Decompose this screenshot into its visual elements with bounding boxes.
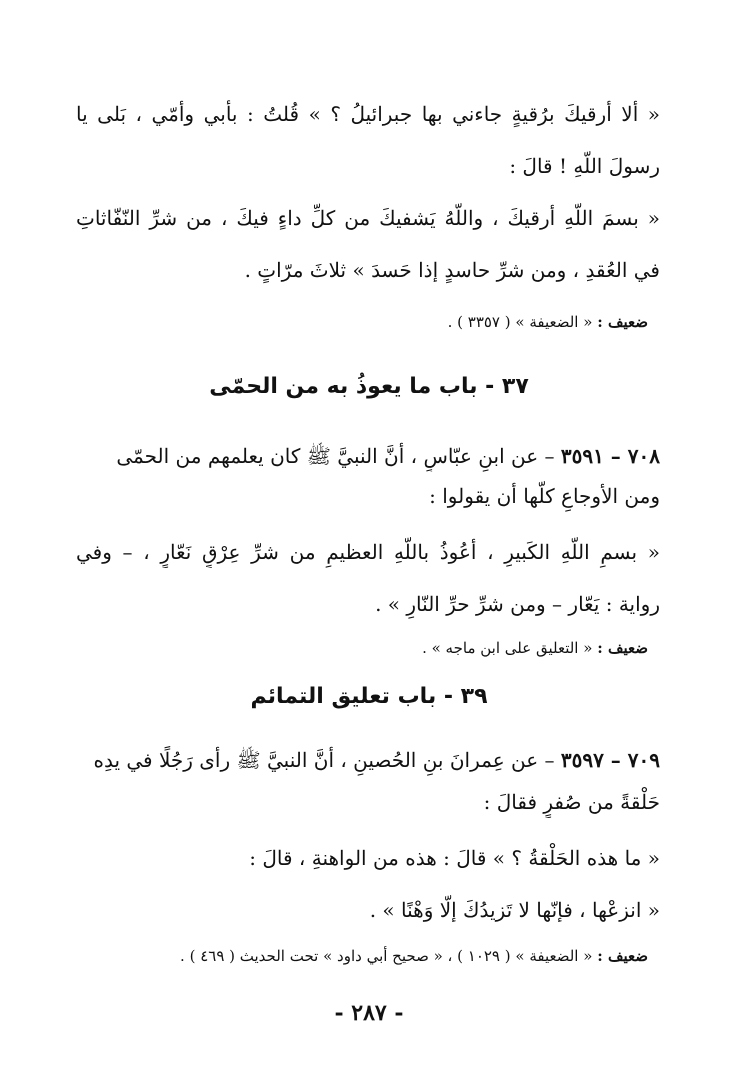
grading-label: ضعيف : bbox=[597, 639, 648, 657]
text-line: « بسمَ اللّهِ أرقيكَ ، واللّهُ يَشفيكَ من كلِّ داءٍ فيكَ ، من شرِّ النّفّاثاتِ bbox=[76, 206, 660, 230]
grading-label: ضعيف : bbox=[597, 947, 648, 965]
text-line: ومن الأوجاعِ كلّها أن يقولوا : bbox=[429, 484, 660, 508]
text-line: « بسمِ اللّهِ الكَبيرِ ، أعُوذُ باللّهِ العظيمِ من شرِّ عِرْقٍ نَعّارٍ ، – وفي bbox=[76, 540, 660, 564]
grading-source: « الضعيفة » ( ١٠٢٩ ) ، « صحيح أبي داود » تحت الحديث ( ٤٦٩ ) . bbox=[180, 947, 593, 965]
text-line: « ألا أرقيكَ برُقيةٍ جاءني بها جبرائيلُ ؟ » قُلتُ : بأبي وأمّي ، بَلى يا bbox=[76, 102, 660, 126]
grading-label: ضعيف : bbox=[597, 313, 648, 331]
hadith-text: – عن ابنِ عبّاسٍ ، أنَّ النبيَّ ﷺ كان يعلمهم من الحمّى bbox=[116, 444, 555, 468]
grading-source: « التعليق على ابن ماجه » . bbox=[422, 639, 593, 657]
chapter-heading: ٣٩ - باب تعليق التمائم bbox=[250, 684, 488, 709]
grading-note bbox=[76, 632, 648, 664]
hadith-line bbox=[76, 440, 660, 472]
hadith-text: – عن عِمرانَ بنِ الحُصينِ ، أنَّ النبيَّ ﷺ رأى رَجُلًا في يدِه bbox=[93, 748, 555, 772]
text-line: في العُقدِ ، ومن شرِّ حاسدٍ إذا حَسدَ » ثلاثَ مرّاتٍ . bbox=[244, 258, 660, 282]
hadith-number: ٧٠٩ – ٣٥٩٧ bbox=[560, 748, 660, 772]
text-line: رواية : يَعّار – ومن شرِّ حرِّ النّارِ » . bbox=[375, 592, 660, 616]
grading-note bbox=[76, 940, 648, 972]
grading-note bbox=[76, 306, 648, 338]
text-line: « انزعْها ، فإنّها لا تَزيدُكَ إلّا وَهْنًا » . bbox=[369, 898, 660, 922]
text-line: رسولَ اللّهِ ! قالَ : bbox=[509, 154, 660, 178]
text-line: « ما هذه الحَلْقةُ ؟ » قالَ : هذه من الواهنةِ ، قالَ : bbox=[249, 846, 660, 870]
text-line: حَلْقةً من صُفرٍ فقالَ : bbox=[483, 790, 660, 814]
hadith-number: ٧٠٨ – ٣٥٩١ bbox=[560, 444, 660, 468]
hadith-line bbox=[76, 744, 660, 776]
chapter-heading: ٣٧ - باب ما يعوذُ به من الحمّى bbox=[209, 374, 529, 399]
page-number: - ٢٨٧ - bbox=[334, 1000, 404, 1026]
grading-source: « الضعيفة » ( ٣٣٥٧ ) . bbox=[447, 313, 593, 331]
